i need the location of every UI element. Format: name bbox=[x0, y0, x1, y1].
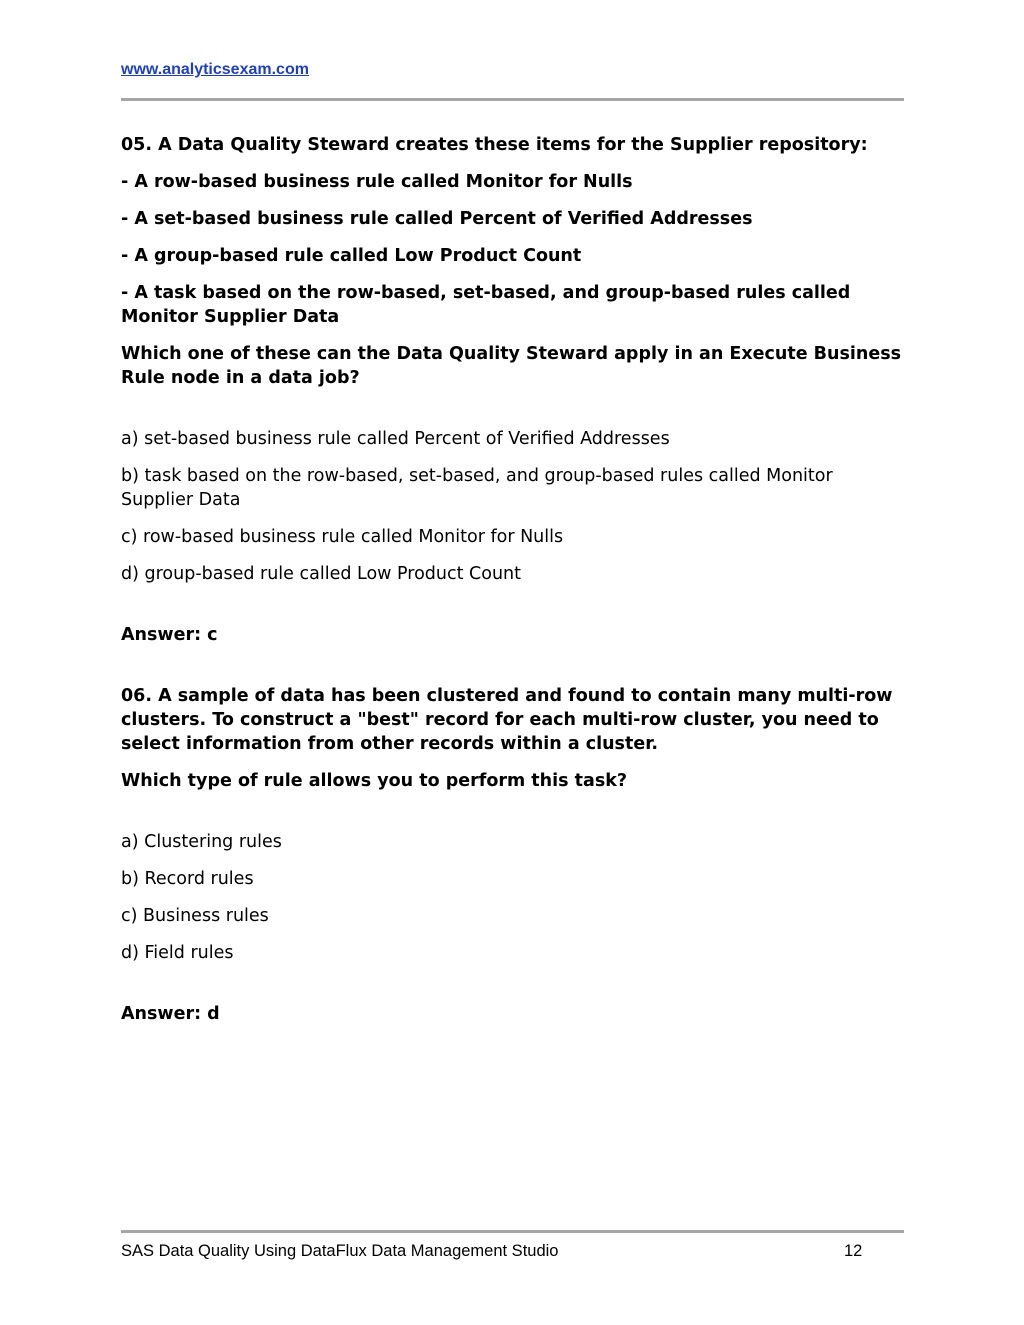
q05-answer: Answer: c bbox=[121, 625, 218, 645]
footer-page-number: 12 bbox=[844, 1242, 863, 1260]
q06-option: b) Record rules bbox=[121, 869, 254, 889]
q06-answer: Answer: d bbox=[121, 1004, 220, 1024]
q06-option: d) Field rules bbox=[121, 943, 234, 963]
q05-item: - A task based on the row-based, set-based, and group-based rules called Monitor Supplier Data bbox=[121, 283, 851, 327]
q06-question: 06. A sample of data has been clustered and found to contain many multi-row clusters. To construct a "best" record for each multi-row cluster, you need to select information from other records within a cluster. bbox=[121, 686, 893, 754]
spacer bbox=[121, 978, 904, 1002]
q05-item: - A group-based rule called Low Product Count bbox=[121, 246, 582, 266]
q05-item: - A row-based business rule called Monitor for Nulls bbox=[121, 172, 633, 192]
spacer bbox=[121, 806, 904, 830]
q05-item: - A set-based business rule called Percent of Verified Addresses bbox=[121, 209, 753, 229]
footer-divider bbox=[121, 1230, 904, 1233]
q05-question: 05. A Data Quality Steward creates these items for the Supplier repository: bbox=[121, 135, 868, 155]
header-site-link[interactable]: www.analyticsexam.com bbox=[121, 61, 309, 78]
spacer bbox=[121, 599, 904, 623]
spacer bbox=[121, 660, 904, 684]
q05-prompt: Which one of these can the Data Quality Steward apply in an Execute Business Rule node in a data job? bbox=[121, 344, 902, 388]
q05-option: d) group-based rule called Low Product Count bbox=[121, 564, 522, 584]
q06-option: a) Clustering rules bbox=[121, 832, 282, 852]
page-content bbox=[121, 133, 904, 1039]
q05-option: b) task based on the row-based, set-based, and group-based rules called Monitor Supplier Data bbox=[121, 466, 833, 510]
q05-option: c) row-based business rule called Monitor for Nulls bbox=[121, 527, 564, 547]
q06-option: c) Business rules bbox=[121, 906, 269, 926]
footer-title: SAS Data Quality Using DataFlux Data Management Studio bbox=[121, 1242, 559, 1260]
spacer bbox=[121, 403, 904, 427]
q06-prompt: Which type of rule allows you to perform this task? bbox=[121, 771, 628, 791]
header-divider bbox=[121, 98, 904, 101]
q05-option: a) set-based business rule called Percent of Verified Addresses bbox=[121, 429, 670, 449]
